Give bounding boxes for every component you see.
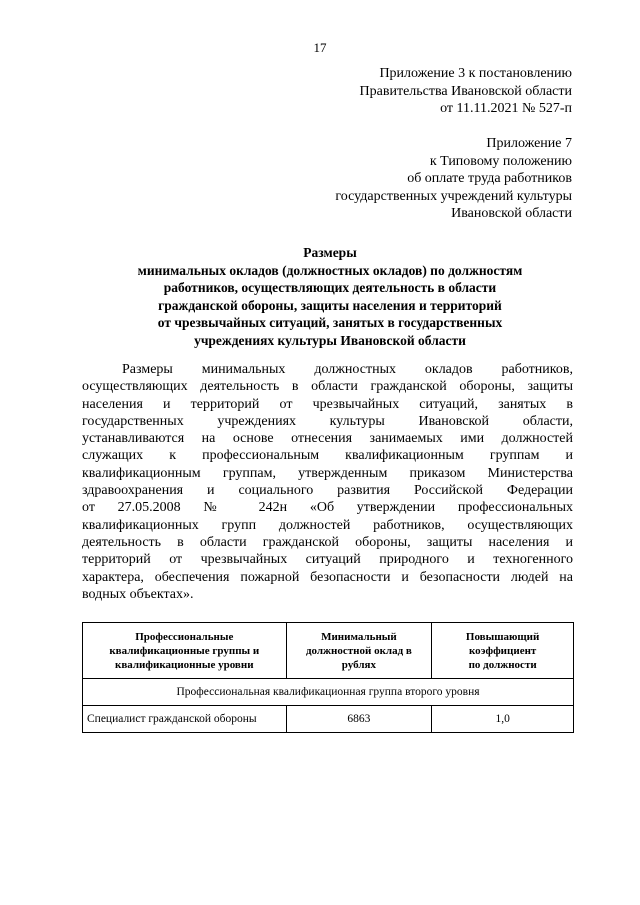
- appendix-7-line: Приложение 7: [486, 136, 572, 151]
- table-row: [83, 706, 574, 733]
- title-line: Размеры: [303, 245, 357, 260]
- header-line: коэффициент: [468, 644, 537, 657]
- appendix-7-heading: [335, 135, 572, 223]
- table-group-row: [83, 679, 574, 706]
- paragraph-line: служащих к профессиональным квалификационным группам и: [82, 448, 573, 464]
- paragraph-line: от 27.05.2008 № 242н «Об утверждении профессиональных: [82, 500, 573, 516]
- document-title: [90, 244, 570, 349]
- paragraph-line: населения и территорий от чрезвычайных ситуаций, занятых в: [82, 396, 573, 412]
- paragraph-line: деятельность в области гражданской обороны, защиты населения и: [82, 534, 573, 550]
- salary-table: [82, 622, 574, 733]
- position-name-cell: Специалист гражданской обороны: [83, 706, 287, 733]
- paragraph-line: Размеры минимальных должностных окладов работников,: [122, 362, 573, 377]
- appendix-7-line: об оплате труда работников: [407, 171, 572, 186]
- header-line: рублях: [341, 658, 376, 671]
- body-paragraph: [82, 361, 573, 603]
- salary-cell: 6863: [286, 706, 432, 733]
- appendix-3-line: Приложение 3 к постановлению: [379, 66, 572, 81]
- header-cell-groups: [83, 623, 287, 679]
- appendix-7-line: Ивановской области: [451, 206, 572, 221]
- paragraph-line: квалификационным группам, утвержденным приказом Министерства: [82, 465, 573, 481]
- paragraph-line: государственных учреждениях культуры Ивановской области,: [82, 413, 573, 429]
- appendix-3-heading: [360, 65, 572, 118]
- paragraph-line: квалификационных групп должностей работников, осуществляющих: [82, 517, 573, 533]
- appendix-3-line: от 11.11.2021 № 527-п: [440, 101, 572, 116]
- paragraph-line: здравоохранения и социального развития Российской Федерации: [82, 483, 573, 499]
- group-title-cell: Профессиональная квалификационная группа второго уровня: [83, 679, 574, 706]
- paragraph-line: водных объектах».: [82, 586, 194, 602]
- paragraph-line: характера, обеспечения пожарной безопасности и безопасности людей на: [82, 569, 573, 585]
- appendix-7-line: государственных учреждений культуры: [335, 188, 572, 204]
- coefficient-cell: 1,0: [432, 706, 574, 733]
- header-line: квалификационные группы и: [109, 644, 260, 657]
- header-line: квалификационные уровни: [115, 658, 254, 671]
- title-line: гражданской обороны, защиты населения и территорий: [158, 297, 502, 313]
- header-cell-coefficient: [432, 623, 574, 679]
- paragraph-line: территорий от чрезвычайных ситуаций природного и техногенного: [82, 552, 573, 568]
- title-line: работников, осуществляющих деятельность в области: [163, 280, 497, 295]
- page-number: 17: [313, 40, 327, 55]
- header-line: Минимальный: [321, 630, 397, 643]
- appendix-3-line: Правительства Ивановской области: [359, 83, 572, 99]
- header-line: по должности: [468, 658, 537, 671]
- header-cell-salary: [286, 623, 432, 679]
- table-header-row: [83, 623, 574, 679]
- header-line: Профессиональные: [135, 630, 234, 643]
- title-line: от чрезвычайных ситуаций, занятых в государственных: [157, 315, 503, 330]
- title-line: минимальных окладов (должностных окладов) по должностям: [137, 262, 523, 278]
- title-line: учреждениях культуры Ивановской области: [194, 332, 466, 348]
- paragraph-line: осуществляющих деятельность в области гражданской обороны, защиты: [82, 379, 573, 395]
- header-line: должностной оклад в: [305, 644, 412, 657]
- header-line: Повышающий: [465, 630, 540, 643]
- appendix-7-line: к Типовому положению: [429, 153, 572, 169]
- paragraph-line: устанавливаются на основе отнесения занимаемых ими должностей: [82, 431, 573, 447]
